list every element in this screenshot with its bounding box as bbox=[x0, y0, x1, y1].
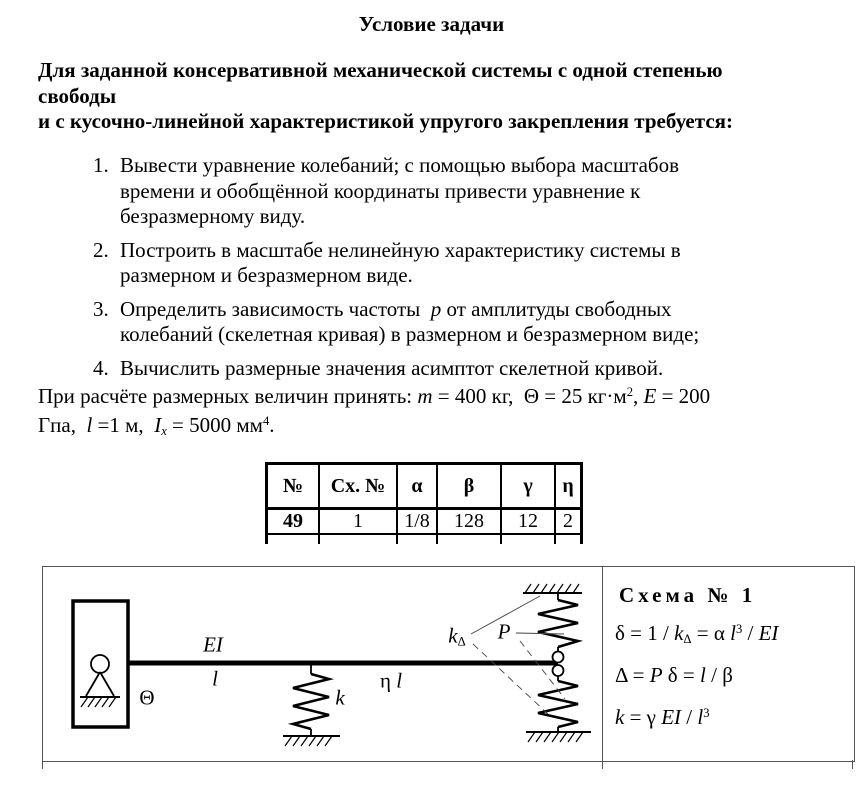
text-segment: l bbox=[697, 705, 704, 729]
text-segment: k bbox=[448, 623, 458, 648]
text-segment: k bbox=[335, 685, 345, 710]
table-header-cell: Сх. № bbox=[319, 464, 397, 509]
table-cell: 49 bbox=[267, 509, 320, 535]
table-header-cell: β bbox=[437, 464, 501, 509]
task-number: 1. bbox=[93, 153, 109, 177]
k-delta-label bbox=[448, 624, 465, 649]
spring-coil bbox=[293, 674, 329, 729]
leader-lines bbox=[471, 596, 565, 714]
text-segment: E bbox=[643, 384, 657, 408]
task-line bbox=[120, 356, 823, 382]
spring-coil bbox=[538, 681, 578, 727]
text-segment: 3 bbox=[703, 706, 710, 721]
ground-hatch bbox=[528, 732, 583, 742]
text-segment: l bbox=[396, 668, 403, 693]
text-segment: Вывести уравнение колебаний; с помощью выбора масштабов bbox=[120, 153, 680, 177]
text-segment: При расчёте размерных величин принять: bbox=[38, 384, 418, 408]
task-text bbox=[120, 356, 823, 382]
text-segment: P bbox=[649, 663, 663, 687]
text-segment: m bbox=[417, 384, 433, 408]
table-header-cell: γ bbox=[501, 464, 555, 509]
intro-paragraph bbox=[38, 58, 838, 135]
text-segment: = 400 кг, Θ = 25 кг·м bbox=[432, 384, 627, 408]
force-p-label bbox=[498, 620, 511, 645]
ceiling-hatch bbox=[525, 584, 579, 593]
task-item bbox=[93, 238, 823, 289]
table-cut-cell bbox=[319, 534, 397, 544]
intro-line: и с кусочно-линейной характеристикой упругого закрепления требуется: bbox=[38, 109, 733, 133]
text-segment: размерном и безразмерном виде. bbox=[120, 263, 413, 287]
formula-spring-stiffness bbox=[615, 705, 710, 730]
text-segment: δ = 1 / bbox=[615, 621, 675, 645]
table-cell: 1/8 bbox=[397, 509, 437, 535]
table-cut-cell bbox=[397, 534, 437, 544]
table-cut-cell bbox=[501, 534, 555, 544]
intro-line: свободы bbox=[38, 83, 117, 108]
given-line bbox=[38, 413, 843, 442]
scheme-panel bbox=[602, 567, 854, 761]
text-segment: / bbox=[681, 705, 698, 729]
task-text bbox=[120, 238, 823, 289]
text-segment: времени и обобщённой координаты привести уравнение к bbox=[120, 178, 641, 203]
spring-k-label bbox=[335, 686, 344, 711]
text-segment: x bbox=[161, 423, 167, 438]
text-segment: δ = bbox=[662, 663, 701, 687]
beam-length-label bbox=[212, 667, 218, 692]
task-list bbox=[93, 153, 823, 389]
text-segment: = γ bbox=[624, 705, 662, 729]
text-segment: k bbox=[615, 705, 625, 729]
text-segment: I bbox=[154, 412, 162, 437]
task-text bbox=[120, 153, 823, 230]
task-line bbox=[120, 204, 823, 230]
page-title: Условие задачи bbox=[358, 12, 505, 36]
table-header-cell: α bbox=[397, 464, 437, 509]
parameters-table bbox=[265, 462, 583, 544]
task-text bbox=[120, 297, 823, 348]
table-header-cell: η bbox=[555, 464, 582, 509]
table-header-row bbox=[267, 464, 582, 509]
table-cell: 12 bbox=[501, 509, 555, 535]
task-number: 2. bbox=[93, 237, 109, 262]
theta-inertia-label bbox=[139, 686, 154, 711]
table-cut-cell bbox=[555, 534, 582, 544]
given-line bbox=[38, 384, 843, 413]
text-segment: Δ bbox=[683, 632, 692, 647]
task-item bbox=[93, 297, 823, 348]
text-segment: =1 м, bbox=[92, 412, 155, 437]
table-data-row bbox=[267, 509, 582, 535]
table-cut-stub-left bbox=[42, 760, 43, 769]
table-cut-stub-middle bbox=[602, 760, 603, 769]
text-segment: EI bbox=[758, 621, 779, 645]
parameters-table-wrap bbox=[265, 462, 589, 544]
formula-delta-flexibility bbox=[615, 621, 778, 646]
mechanism-diagram-cell bbox=[43, 567, 602, 761]
text-segment: , bbox=[633, 384, 644, 408]
text-segment: Гпа, bbox=[38, 412, 87, 437]
text-segment: = 5000 мм bbox=[166, 412, 263, 437]
task-number: 4. bbox=[93, 355, 109, 380]
text-segment: η bbox=[379, 668, 397, 693]
spring-coil bbox=[538, 600, 578, 647]
task-line bbox=[120, 263, 823, 289]
text-segment: от амплитуды свободных bbox=[441, 296, 672, 321]
upper-spring bbox=[523, 584, 582, 652]
task-line bbox=[120, 179, 823, 205]
text-segment: P bbox=[497, 619, 511, 644]
beam-stiffness-label bbox=[203, 633, 223, 658]
text-segment: l bbox=[86, 412, 93, 437]
table-cell: 2 bbox=[555, 509, 582, 535]
text-segment: Построить в масштабе нелинейную характеристику системы в bbox=[120, 237, 681, 262]
text-segment: = 200 bbox=[656, 384, 711, 408]
pivot-pin-icon bbox=[91, 655, 109, 673]
table-cut-row bbox=[267, 534, 582, 544]
ground-hatch bbox=[285, 736, 332, 746]
task-line bbox=[120, 153, 823, 179]
task-item bbox=[93, 153, 823, 230]
text-segment: 4 bbox=[262, 413, 270, 428]
table-header-cell: № bbox=[267, 464, 320, 509]
task-line bbox=[120, 322, 823, 348]
text-segment: EI bbox=[203, 632, 223, 657]
wall-pivot-support bbox=[73, 601, 128, 727]
text-segment: k bbox=[674, 621, 684, 645]
mechanism-diagram-svg bbox=[43, 567, 602, 761]
text-segment: колебаний (скелетная кривая) в размерном и безразмерном виде; bbox=[120, 322, 700, 346]
formula-delta-gap bbox=[615, 663, 733, 688]
intro-line: Для заданной консервативной механической системы с одной степенью bbox=[38, 58, 723, 82]
scheme-title: Схема № 1 bbox=[619, 583, 757, 607]
table-cut-stub-right bbox=[852, 760, 853, 769]
task-line bbox=[120, 238, 823, 264]
text-segment: Определить зависимость частоты bbox=[120, 296, 431, 321]
text-segment: Вычислить размерные значения асимптот скелетной кривой. bbox=[120, 355, 664, 380]
text-segment: Δ bbox=[457, 634, 466, 649]
text-segment: = α bbox=[691, 621, 731, 645]
text-segment: l bbox=[212, 666, 218, 691]
given-paragraph bbox=[38, 384, 843, 441]
text-segment: Θ bbox=[139, 685, 155, 710]
table-cut-cell bbox=[437, 534, 501, 544]
figure-frame bbox=[42, 566, 855, 762]
text-segment: Δ = bbox=[615, 663, 650, 687]
text-segment: l bbox=[730, 621, 736, 645]
table-cell: 1 bbox=[319, 509, 397, 535]
text-segment: 2 bbox=[626, 385, 633, 400]
text-segment: / bbox=[742, 621, 759, 645]
text-segment: 3 bbox=[735, 622, 743, 637]
task-item bbox=[93, 356, 823, 382]
text-segment: безразмерному виду. bbox=[120, 204, 306, 228]
task-line bbox=[120, 297, 823, 323]
text-segment: p bbox=[430, 296, 442, 321]
text-segment: / β bbox=[705, 663, 733, 687]
text-segment: EI bbox=[661, 705, 682, 729]
lower-spring bbox=[526, 676, 591, 742]
text-segment: . bbox=[269, 412, 275, 437]
middle-spring bbox=[283, 665, 340, 746]
table-cell: 128 bbox=[437, 509, 501, 535]
eta-l-length-label bbox=[380, 669, 402, 694]
text-segment: l bbox=[700, 663, 706, 687]
table-cut-cell bbox=[267, 534, 320, 544]
task-number: 3. bbox=[93, 296, 109, 321]
